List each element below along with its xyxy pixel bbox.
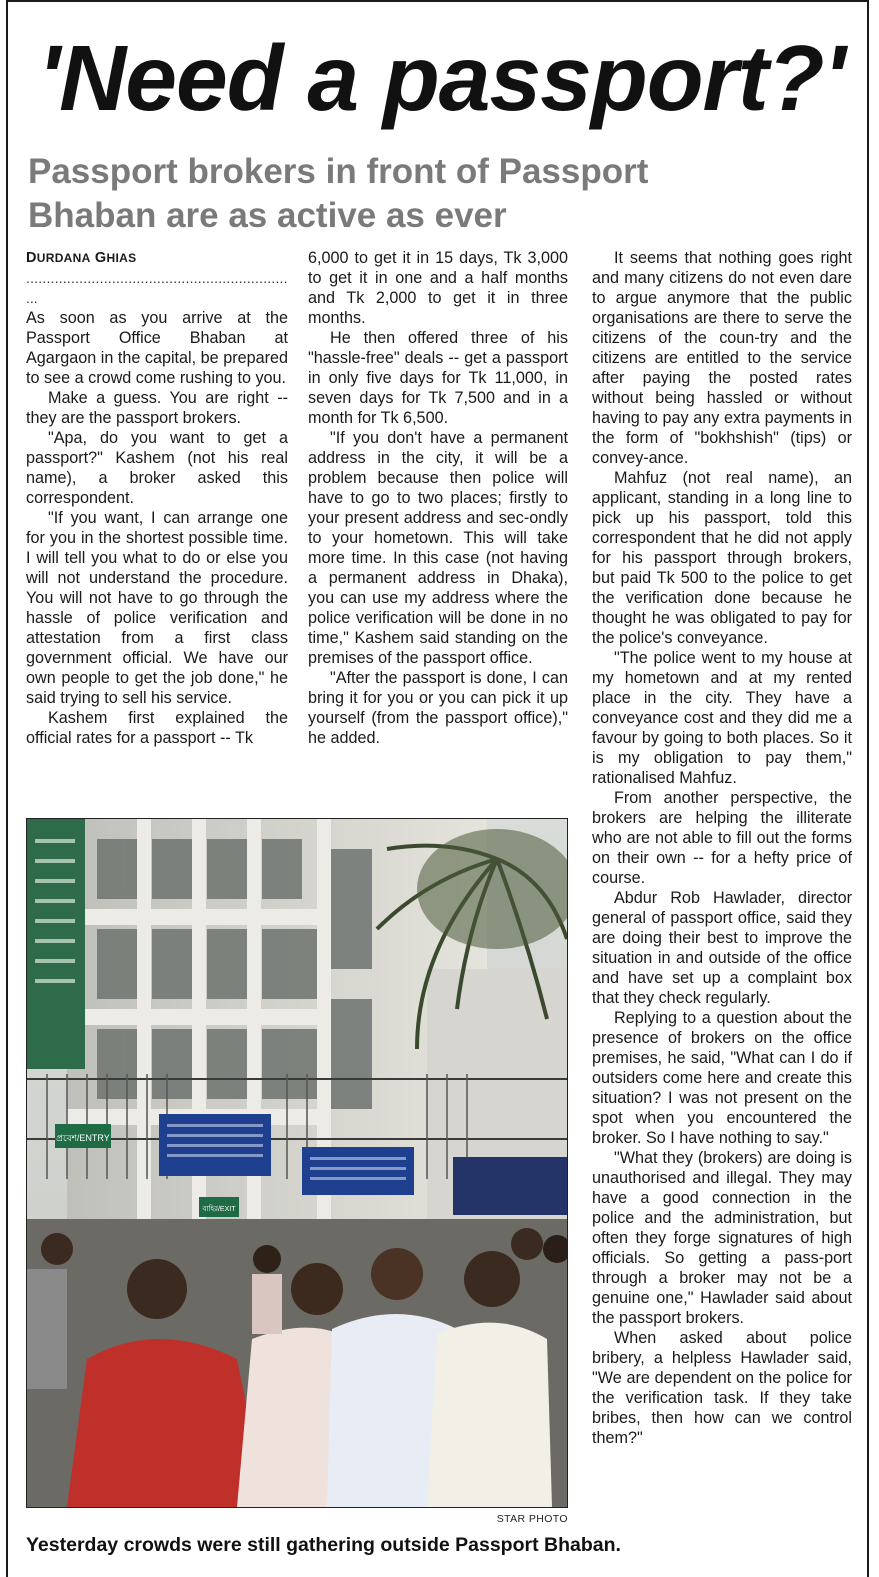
headline: 'Need a passport?'	[38, 26, 845, 130]
news-photo	[26, 818, 568, 1508]
exit-sign-text: বাহির/EXIT	[202, 1206, 236, 1213]
byline-dots: ................................................................	[26, 270, 288, 286]
paragraph: It seems that nothing goes right and many citizens do not even dare to argue anymore that the public organisations are there to serve the citizens of the coun-try and the citizens are entitled to the service after paying the posted rates without being hassled or without having to pay any extra payments in the form of "bokhshish" (tips) or convey-ance.	[592, 249, 852, 467]
paragraph: Abdur Rob Hawlader, director general of passport office, said they are doing their best to improve the situation in and outside of the office and have set up a complaint box that they check regularly.	[592, 889, 852, 1007]
byline-dots-tail: ...	[26, 290, 38, 306]
paragraph: 6,000 to get it in 15 days, Tk 3,000 to get it in one and a half months and Tk 2,000 to get it in three months.	[308, 249, 568, 327]
byline-rest-2: HIAS	[106, 251, 137, 265]
paragraph: Kashem first explained the official rates for a passport -- Tk	[26, 709, 288, 747]
byline-rest-1: URDANA	[36, 251, 91, 265]
photo-credit: STAR PHOTO	[496, 1513, 568, 1525]
notice-board	[453, 1157, 567, 1215]
paragraph: "Apa, do you want to get a passport?" Kashem (not his real name), a broker asked this correspondent.	[26, 429, 288, 507]
subheadline: Passport brokers in front of Passport Bhaban are as active as ever	[28, 152, 649, 235]
green-banner	[27, 819, 85, 1069]
blue-sign-2	[302, 1147, 414, 1195]
article-column-1	[26, 248, 288, 748]
photo-caption: Yesterday crowds were still gathering outside Passport Bhaban.	[26, 1534, 621, 1556]
paragraph: "What they (brokers) are doing is unauthorised and illegal. They may have a good connection in the police and the administration, but often they forge signatures of high officials. So getting a pass-port through a broker may not be a genuine one," Hawlader said about the passport brokers.	[592, 1149, 852, 1327]
article-column-3	[592, 248, 852, 1448]
article-column-2	[308, 248, 568, 748]
entry-sign-text: প্রবেশ/ENTRY	[56, 1133, 110, 1143]
paragraph: As soon as you arrive at the Passport Office Bhaban at Agargaon in the capital, be prepared to see a crowd come rushing to you.	[26, 309, 288, 387]
paragraph: When asked about police bribery, a helpless Hawlader said, "We are dependent on the police for the verification task. If they take bribes, then how can we control them?"	[592, 1329, 852, 1447]
paragraph: "After the passport is done, I can bring it for you or you can pick it up yourself (from the passport office)," he added.	[308, 669, 568, 747]
paragraph: Replying to a question about the presence of brokers on the office premises, he said, "What can I do if outsiders come here and create this situation? I was not present on the spot when you encountered the broker. So I have nothing to say."	[592, 1009, 852, 1147]
paragraph: From another perspective, the brokers are helping the illiterate who are not able to fill out the forms on their own -- for a hefty price of course.	[592, 789, 852, 887]
byline-initial-1: D	[26, 250, 37, 266]
paragraph: Mahfuz (not real name), an applicant, standing in a long line to pick up his passport, told this correspondent that he did not apply for his passport through brokers, but paid Tk 500 to the police to get the verification done because he thought he was obligated to pay for the police's conveyance.	[592, 469, 852, 647]
photo-illustration	[27, 819, 567, 1507]
byline-initial-2: G	[94, 250, 107, 266]
byline	[26, 248, 288, 268]
paragraph: "If you want, I can arrange one for you in the shortest possible time. I will tell you what to do or else you will not understand the procedure. You will not have to go through the hassle of police verification and attestation from a first class government official. We have our own people to get the job done," he said trying to sell his service.	[26, 509, 288, 707]
paragraph: Make a guess. You are right -- they are the passport brokers.	[26, 389, 288, 427]
paragraph: He then offered three of his "hassle-free" deals -- get a passport in only five days for Tk 11,000, in seven days for Tk 7,500 and in a month for Tk 6,500.	[308, 329, 568, 427]
paragraph: "The police went to my house at my hometown and at my rented place in the city. They have a conveyance cost and they did me a favour by going to both places. So it is my obligation to pay them," rationalised Mahfuz.	[592, 649, 852, 787]
paragraph: "If you don't have a permanent address in the city, it will be a problem because then police will have to go to two places; firstly to your present address and sec-ondly to your hometown. This will take more time. In this case (not having a permanent address in Dhaka), you can use my address where the police verification will be done in no time," Kashem said standing on the premises of the passport office.	[308, 429, 568, 667]
